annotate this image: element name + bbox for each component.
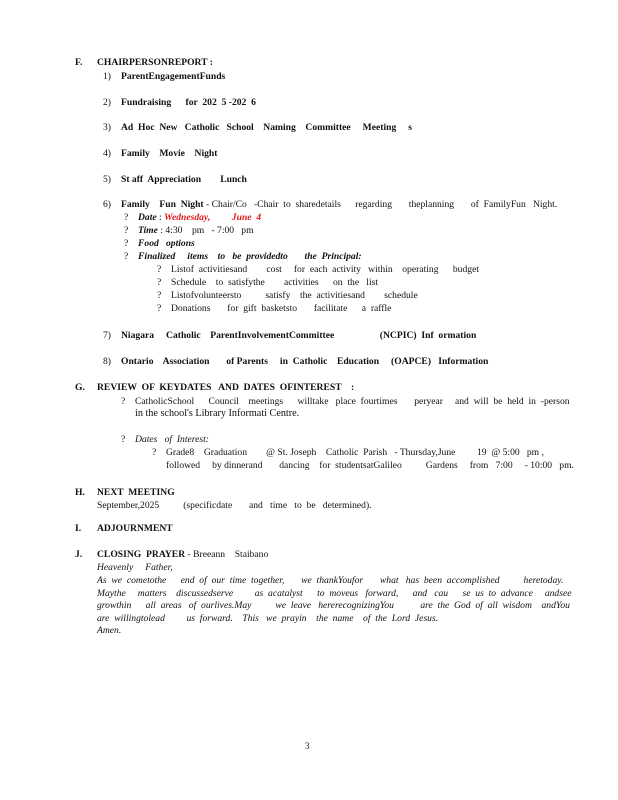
section-g-heading: REVIEW OF KEYDATES AND DATES OFINTEREST :: [97, 382, 355, 393]
section-f-letter: F.: [75, 57, 83, 68]
item-2-number: 2): [103, 97, 111, 108]
item-7-number: 7): [103, 330, 111, 341]
item-8-text: Ontario Association of Parents in Catholic Education (OAPCE) Information: [121, 356, 489, 367]
bullet-icon: ?: [157, 303, 162, 314]
sub-item: [157, 303, 391, 314]
prayer-line: Maythe matters discussedserve as acatalyst to moveus forward, and cau se us to advance andsee: [97, 588, 572, 599]
graduation-line-1: [152, 447, 544, 458]
section-i-heading: ADJOURNMENT: [97, 523, 173, 534]
detail-time-row: [124, 225, 254, 236]
sub-item-text: Listof activitiesand cost for each activity within operating budget: [171, 264, 479, 275]
section-i-letter: I.: [75, 523, 82, 534]
prayer-line: Heavenly Father,: [97, 562, 173, 573]
prayer-line: Amen.: [97, 625, 122, 636]
item-7-text: Niagara Catholic ParentInvolvementCommittee (NCPIC) Inf ormation: [121, 330, 477, 341]
section-h-heading: NEXT MEETING: [97, 487, 175, 498]
item-3-number: 3): [103, 122, 111, 133]
bullet-icon: ?: [121, 434, 126, 445]
item-6-line: [121, 199, 557, 210]
detail-date-row: [124, 212, 261, 223]
section-g-letter: G.: [75, 382, 85, 393]
item-3-text: Ad Hoc New Catholic School Naming Committee Meeting s: [121, 122, 412, 133]
council-line-1: [121, 396, 570, 407]
date-separator: :: [156, 212, 165, 223]
page-number: 3: [305, 741, 310, 751]
section-j-letter: J.: [75, 549, 83, 560]
finalized-items: Finalized items to be providedto the Principal:: [138, 251, 362, 262]
dates-of-interest-row: [121, 434, 209, 445]
graduation-text: Grade8 Graduation @ St. Joseph Catholic Parish - Thursday,June 19 @ 5:00 pm ,: [166, 447, 544, 458]
sub-item: [157, 290, 418, 301]
date-label: Date: [138, 212, 157, 223]
item-1-text: ParentEngagementFunds: [121, 71, 226, 82]
sub-item-text: Schedule to satisfythe activities on the list: [171, 277, 379, 288]
time-value: : 4:30 pm - 7:00 pm: [157, 225, 254, 236]
council-line-2: in the school's Library Informati Centre.: [135, 408, 300, 419]
sub-item-text: Listofvolunteersto satisfy the activitiesand schedule: [171, 290, 418, 301]
time-label: Time: [138, 225, 158, 236]
next-meeting-text: September,2025 (specificdate and time to be determined).: [97, 500, 372, 511]
item-6-title: Family Fun Night: [121, 199, 204, 210]
section-f-heading: CHAIRPERSONREPORT :: [97, 57, 213, 68]
detail-finalized-row: [124, 251, 362, 262]
bullet-icon: ?: [121, 396, 126, 407]
item-6-rest: - Chair/Co -Chair to sharedetails regarding theplanning of FamilyFun Night.: [203, 199, 558, 210]
bullet-icon: ?: [124, 251, 129, 262]
item-4-text: Family Movie Night: [121, 148, 218, 159]
bullet-icon: ?: [157, 264, 162, 275]
bullet-icon: ?: [124, 225, 129, 236]
prayer-line: As we cometothe end of our time together, we thankYoufor what has been accomplished heretoday.: [97, 575, 564, 586]
dates-of-interest-label: Dates of Interest:: [135, 434, 209, 445]
item-8-number: 8): [103, 356, 111, 367]
item-1-number: 1): [103, 71, 111, 82]
item-6-number: 6): [103, 199, 111, 210]
bullet-icon: ?: [124, 238, 129, 249]
section-j-heading: CLOSING PRAYER: [97, 549, 186, 560]
graduation-line-2: followed by dinnerand dancing for studentsatGalileo Gardens from 7:00 - 10:00 pm.: [166, 460, 574, 471]
item-4-number: 4): [103, 148, 111, 159]
detail-food-row: [124, 238, 195, 249]
prayer-line: are willingtolead us forward. This we prayin the name of the Lord Jesus.: [97, 613, 439, 624]
food-options: Food options: [138, 238, 195, 249]
date-value: Wednesday, June 4: [164, 212, 262, 223]
item-5-text: St aff Appreciation Lunch: [121, 174, 247, 185]
item-2-text: Fundraising for 202 5 -202 6: [121, 97, 256, 108]
sub-item: [157, 264, 479, 275]
bullet-icon: ?: [124, 212, 129, 223]
council-text: CatholicSchool Council meetings willtake place fourtimes peryear and will be held in -person: [135, 396, 570, 407]
prayer-line: growthin all areas of ourlives.May we leave hererecognizingYou are the God of all wisdom andYou: [97, 600, 570, 611]
section-j-heading-row: [97, 549, 268, 560]
section-j-leader: - Breeann Staibano: [185, 549, 269, 560]
item-5-number: 5): [103, 174, 111, 185]
sub-item-text: Donations for gift basketsto facilitate a raffle: [171, 303, 392, 314]
bullet-icon: ?: [152, 447, 157, 458]
section-h-letter: H.: [75, 487, 85, 498]
sub-item: [157, 277, 378, 288]
bullet-icon: ?: [157, 290, 162, 301]
bullet-icon: ?: [157, 277, 162, 288]
